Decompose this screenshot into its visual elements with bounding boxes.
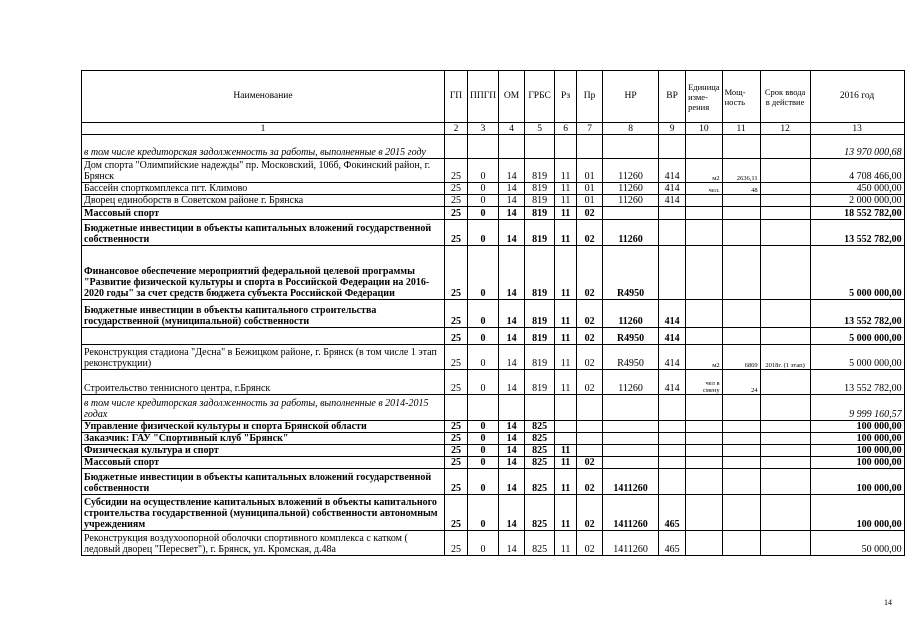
cell-rz — [555, 433, 577, 445]
cell-unit — [686, 300, 723, 328]
cell-gp: 25 — [445, 195, 468, 207]
table-row — [82, 246, 905, 300]
cell-rz — [555, 395, 577, 421]
cell-vr: 414 — [659, 300, 686, 328]
cell-ppgp: 0 — [468, 345, 499, 370]
cell-term: 2018г. (1 этап) — [760, 345, 810, 370]
header-year: 2016 год — [810, 71, 904, 123]
cell-ppgp — [468, 135, 499, 159]
cell-rz: 11 — [555, 195, 577, 207]
cell-nr: R4950 — [603, 345, 659, 370]
cell-vr: 414 — [659, 370, 686, 395]
cell-term — [760, 159, 810, 183]
cell-power: 2636,11 — [722, 159, 760, 183]
cell-name: Реконструкция воздухоопорной оболочки спортивного комплекса с катком ( ледовый дворец "Пересвет"), г. Брянск, ул. Кромская, д.48а — [82, 531, 445, 556]
cell-term — [760, 195, 810, 207]
table-row — [82, 207, 905, 220]
cell-power — [722, 457, 760, 469]
table-row — [82, 300, 905, 328]
cell-nr: 11260 — [603, 183, 659, 195]
header-ppgp: ППГП — [468, 71, 499, 123]
cell-grbs — [525, 135, 555, 159]
cell-grbs: 825 — [525, 445, 555, 457]
column-number-row — [82, 123, 905, 135]
cell-name: Бюджетные инвестиции в объекты капитального строительства государственной (муниципальной) собственности — [82, 300, 445, 328]
table-row — [82, 220, 905, 246]
cell-amount: 100 000,00 — [810, 433, 904, 445]
cell-om: 14 — [499, 457, 525, 469]
cell-term — [760, 433, 810, 445]
header-unit: Единица изме- рения — [686, 71, 723, 123]
cell-name: Строительство теннисного центра, г.Брянск — [82, 370, 445, 395]
cell-nr — [603, 445, 659, 457]
cell-power — [722, 433, 760, 445]
cell-term — [760, 183, 810, 195]
cell-rz: 11 — [555, 300, 577, 328]
cell-vr — [659, 207, 686, 220]
cell-om: 14 — [499, 531, 525, 556]
cell-amount: 9 999 160,57 — [810, 395, 904, 421]
cell-ppgp: 0 — [468, 159, 499, 183]
cell-grbs: 825 — [525, 531, 555, 556]
cell-name: в том числе кредиторская задолженность за работы, выполненные в 2014-2015 годах — [82, 395, 445, 421]
cell-gp: 25 — [445, 345, 468, 370]
cell-om: 14 — [499, 345, 525, 370]
cell-grbs: 825 — [525, 469, 555, 495]
cell-rz: 11 — [555, 183, 577, 195]
cell-power — [722, 495, 760, 531]
cell-unit — [686, 220, 723, 246]
cell-om: 14 — [499, 421, 525, 433]
cell-pr — [577, 421, 603, 433]
header-gp: ГП — [445, 71, 468, 123]
cell-nr: 11260 — [603, 370, 659, 395]
col-num: 6 — [555, 123, 577, 135]
cell-vr: 414 — [659, 159, 686, 183]
cell-vr: 414 — [659, 195, 686, 207]
header-term: Срок ввода в действие — [760, 71, 810, 123]
cell-grbs — [525, 395, 555, 421]
cell-amount: 50 000,00 — [810, 531, 904, 556]
col-num: 1 — [82, 123, 445, 135]
cell-grbs: 819 — [525, 159, 555, 183]
cell-gp: 25 — [445, 328, 468, 345]
cell-gp: 25 — [445, 370, 468, 395]
cell-rz: 11 — [555, 495, 577, 531]
cell-power — [722, 300, 760, 328]
cell-vr: 414 — [659, 183, 686, 195]
cell-nr — [603, 421, 659, 433]
cell-om: 14 — [499, 370, 525, 395]
cell-gp: 25 — [445, 433, 468, 445]
table-row — [82, 345, 905, 370]
cell-vr: 414 — [659, 328, 686, 345]
cell-grbs: 819 — [525, 246, 555, 300]
cell-nr: 11260 — [603, 220, 659, 246]
cell-unit — [686, 195, 723, 207]
cell-name: Массовый спорт — [82, 457, 445, 469]
col-num: 13 — [810, 123, 904, 135]
cell-rz: 11 — [555, 370, 577, 395]
cell-name — [82, 328, 445, 345]
cell-unit: чел в смену — [686, 370, 723, 395]
col-num: 7 — [577, 123, 603, 135]
cell-rz: 11 — [555, 159, 577, 183]
cell-gp: 25 — [445, 531, 468, 556]
cell-vr: 465 — [659, 495, 686, 531]
cell-amount: 100 000,00 — [810, 421, 904, 433]
cell-nr — [603, 135, 659, 159]
cell-term — [760, 220, 810, 246]
cell-pr — [577, 135, 603, 159]
cell-vr — [659, 135, 686, 159]
cell-name: Реконструкция стадиона "Десна" в Бежицком районе, г. Брянск (в том числе 1 этап реконструкции) — [82, 345, 445, 370]
cell-vr — [659, 457, 686, 469]
cell-vr — [659, 433, 686, 445]
cell-pr — [577, 433, 603, 445]
cell-pr: 02 — [577, 495, 603, 531]
cell-vr — [659, 246, 686, 300]
cell-rz: 11 — [555, 246, 577, 300]
cell-term — [760, 300, 810, 328]
col-num: 2 — [445, 123, 468, 135]
cell-term — [760, 246, 810, 300]
cell-grbs: 819 — [525, 300, 555, 328]
cell-name: Финансовое обеспечение мероприятий федеральной целевой программы "Развитие физической культуры и спорта в Российской Федерации на 2016-2020 годы" за счет средств бюджета субъекта Российской Федерации — [82, 246, 445, 300]
cell-unit — [686, 246, 723, 300]
cell-name: Физическая культура и спорт — [82, 445, 445, 457]
cell-pr: 02 — [577, 370, 603, 395]
cell-gp: 25 — [445, 495, 468, 531]
cell-nr — [603, 395, 659, 421]
cell-gp: 25 — [445, 421, 468, 433]
cell-grbs: 819 — [525, 183, 555, 195]
cell-pr: 01 — [577, 195, 603, 207]
cell-pr: 02 — [577, 328, 603, 345]
cell-gp: 25 — [445, 246, 468, 300]
cell-gp: 25 — [445, 457, 468, 469]
cell-ppgp: 0 — [468, 300, 499, 328]
cell-ppgp: 0 — [468, 445, 499, 457]
cell-unit — [686, 207, 723, 220]
cell-grbs: 819 — [525, 207, 555, 220]
table-row — [82, 195, 905, 207]
cell-grbs: 819 — [525, 220, 555, 246]
cell-unit: м2 — [686, 159, 723, 183]
cell-om: 14 — [499, 495, 525, 531]
cell-ppgp: 0 — [468, 370, 499, 395]
cell-unit — [686, 469, 723, 495]
cell-om: 14 — [499, 445, 525, 457]
cell-nr: 1411260 — [603, 531, 659, 556]
page-number: 14 — [884, 598, 892, 607]
cell-name: Массовый спорт — [82, 207, 445, 220]
header-om: ОМ — [499, 71, 525, 123]
cell-term — [760, 328, 810, 345]
cell-rz: 11 — [555, 457, 577, 469]
cell-nr: 11260 — [603, 300, 659, 328]
cell-gp: 25 — [445, 445, 468, 457]
col-num: 10 — [686, 123, 723, 135]
cell-power — [722, 220, 760, 246]
cell-amount: 100 000,00 — [810, 445, 904, 457]
cell-rz: 11 — [555, 220, 577, 246]
col-num: 4 — [499, 123, 525, 135]
cell-unit — [686, 421, 723, 433]
table-row — [82, 370, 905, 395]
cell-pr: 02 — [577, 457, 603, 469]
cell-term — [760, 469, 810, 495]
cell-grbs: 825 — [525, 421, 555, 433]
cell-grbs: 819 — [525, 195, 555, 207]
table-row — [82, 469, 905, 495]
cell-vr — [659, 421, 686, 433]
cell-pr: 02 — [577, 345, 603, 370]
cell-term — [760, 370, 810, 395]
cell-unit — [686, 328, 723, 345]
cell-pr: 02 — [577, 220, 603, 246]
cell-om: 14 — [499, 195, 525, 207]
cell-ppgp: 0 — [468, 195, 499, 207]
cell-name: Бюджетные инвестиции в объекты капитальных вложений государственной собственности — [82, 469, 445, 495]
header-name: Наименование — [82, 71, 445, 123]
cell-rz: 11 — [555, 345, 577, 370]
table-row — [82, 531, 905, 556]
cell-amount: 13 970 000,68 — [810, 135, 904, 159]
table-row — [82, 433, 905, 445]
cell-nr: 11260 — [603, 195, 659, 207]
cell-name: Субсидии на осуществление капитальных вложений в объекты капитального строительства государственной (муниципальной) собственности автономным учреждениям — [82, 495, 445, 531]
cell-pr: 02 — [577, 246, 603, 300]
table-row — [82, 421, 905, 433]
cell-unit — [686, 433, 723, 445]
cell-nr: R4950 — [603, 328, 659, 345]
cell-power — [722, 395, 760, 421]
cell-power — [722, 469, 760, 495]
cell-rz — [555, 135, 577, 159]
cell-vr — [659, 220, 686, 246]
cell-power — [722, 328, 760, 345]
cell-name: Дворец единоборств в Советском районе г. Брянска — [82, 195, 445, 207]
cell-pr: 02 — [577, 207, 603, 220]
cell-pr — [577, 395, 603, 421]
cell-gp: 25 — [445, 220, 468, 246]
table-row — [82, 328, 905, 345]
cell-gp: 25 — [445, 469, 468, 495]
cell-vr: 465 — [659, 531, 686, 556]
cell-rz: 11 — [555, 469, 577, 495]
cell-nr — [603, 433, 659, 445]
cell-power — [722, 135, 760, 159]
cell-ppgp — [468, 395, 499, 421]
cell-amount: 13 552 782,00 — [810, 370, 904, 395]
cell-ppgp: 0 — [468, 220, 499, 246]
cell-gp: 25 — [445, 207, 468, 220]
cell-grbs: 825 — [525, 457, 555, 469]
cell-pr: 02 — [577, 300, 603, 328]
table-row — [82, 495, 905, 531]
cell-amount: 2 000 000,00 — [810, 195, 904, 207]
header-row — [82, 71, 905, 123]
cell-unit: м2 — [686, 345, 723, 370]
header-grbs: ГРБС — [525, 71, 555, 123]
cell-power — [722, 445, 760, 457]
cell-ppgp: 0 — [468, 246, 499, 300]
cell-name: Бюджетные инвестиции в объекты капитальных вложений государственной собственности — [82, 220, 445, 246]
cell-name: в том числе кредиторская задолженность за работы, выполненные в 2015 году — [82, 135, 445, 159]
cell-unit — [686, 495, 723, 531]
cell-amount: 5 000 000,00 — [810, 345, 904, 370]
cell-grbs: 825 — [525, 433, 555, 445]
cell-unit — [686, 457, 723, 469]
cell-unit: чел. — [686, 183, 723, 195]
cell-amount: 450 000,00 — [810, 183, 904, 195]
cell-power — [722, 421, 760, 433]
cell-ppgp: 0 — [468, 207, 499, 220]
cell-amount: 100 000,00 — [810, 469, 904, 495]
cell-pr: 01 — [577, 183, 603, 195]
cell-amount: 100 000,00 — [810, 495, 904, 531]
cell-grbs: 819 — [525, 328, 555, 345]
cell-nr: 1411260 — [603, 469, 659, 495]
cell-ppgp: 0 — [468, 469, 499, 495]
cell-om: 14 — [499, 433, 525, 445]
cell-power: 24 — [722, 370, 760, 395]
cell-om — [499, 395, 525, 421]
cell-ppgp: 0 — [468, 421, 499, 433]
cell-gp — [445, 135, 468, 159]
cell-amount: 13 552 782,00 — [810, 220, 904, 246]
cell-term — [760, 495, 810, 531]
cell-power — [722, 531, 760, 556]
cell-pr: 02 — [577, 531, 603, 556]
cell-grbs: 819 — [525, 370, 555, 395]
table-row — [82, 183, 905, 195]
cell-om: 14 — [499, 469, 525, 495]
col-num: 5 — [525, 123, 555, 135]
cell-nr: 11260 — [603, 159, 659, 183]
cell-amount: 4 708 466,00 — [810, 159, 904, 183]
cell-amount: 100 000,00 — [810, 457, 904, 469]
col-num: 12 — [760, 123, 810, 135]
cell-om: 14 — [499, 220, 525, 246]
cell-om — [499, 135, 525, 159]
header-vr: ВР — [659, 71, 686, 123]
cell-unit — [686, 445, 723, 457]
cell-grbs: 819 — [525, 345, 555, 370]
table-row — [82, 135, 905, 159]
cell-gp — [445, 395, 468, 421]
cell-rz: 11 — [555, 328, 577, 345]
col-num: 8 — [603, 123, 659, 135]
cell-nr — [603, 207, 659, 220]
cell-nr: R4950 — [603, 246, 659, 300]
cell-om: 14 — [499, 300, 525, 328]
cell-term — [760, 135, 810, 159]
cell-vr — [659, 395, 686, 421]
cell-rz: 11 — [555, 207, 577, 220]
table-row — [82, 395, 905, 421]
cell-ppgp: 0 — [468, 495, 499, 531]
col-num: 11 — [722, 123, 760, 135]
cell-ppgp: 0 — [468, 433, 499, 445]
cell-vr: 414 — [659, 345, 686, 370]
cell-ppgp: 0 — [468, 183, 499, 195]
cell-nr — [603, 457, 659, 469]
cell-gp: 25 — [445, 159, 468, 183]
cell-term — [760, 421, 810, 433]
cell-term — [760, 207, 810, 220]
header-pr: Пр — [577, 71, 603, 123]
cell-term — [760, 531, 810, 556]
cell-name: Заказчик: ГАУ "Спортивный клуб "Брянск" — [82, 433, 445, 445]
cell-vr — [659, 445, 686, 457]
header-nr: НР — [603, 71, 659, 123]
cell-rz — [555, 421, 577, 433]
cell-rz: 11 — [555, 531, 577, 556]
cell-om: 14 — [499, 328, 525, 345]
cell-term — [760, 395, 810, 421]
cell-name: Дом спорта "Олимпийские надежды" пр. Московский, 106б, Фокинский район, г. Брянск — [82, 159, 445, 183]
header-power: Мощ- ность — [722, 71, 760, 123]
cell-unit — [686, 135, 723, 159]
cell-amount: 13 552 782,00 — [810, 300, 904, 328]
budget-table — [81, 70, 905, 556]
header-rz: Рз — [555, 71, 577, 123]
table-row — [82, 159, 905, 183]
cell-pr — [577, 445, 603, 457]
cell-nr: 1411260 — [603, 495, 659, 531]
cell-amount: 18 552 782,00 — [810, 207, 904, 220]
cell-ppgp: 0 — [468, 328, 499, 345]
cell-amount: 5 000 000,00 — [810, 328, 904, 345]
cell-om: 14 — [499, 183, 525, 195]
cell-pr: 01 — [577, 159, 603, 183]
cell-power — [722, 246, 760, 300]
col-num: 9 — [659, 123, 686, 135]
cell-gp: 25 — [445, 183, 468, 195]
cell-rz: 11 — [555, 445, 577, 457]
cell-power: 48 — [722, 183, 760, 195]
col-num: 3 — [468, 123, 499, 135]
cell-om: 14 — [499, 246, 525, 300]
cell-amount: 5 000 000,00 — [810, 246, 904, 300]
cell-name: Бассейн спорткомплекса пгт. Климово — [82, 183, 445, 195]
table-row — [82, 457, 905, 469]
cell-ppgp: 0 — [468, 457, 499, 469]
cell-ppgp: 0 — [468, 531, 499, 556]
table-row — [82, 445, 905, 457]
cell-gp: 25 — [445, 300, 468, 328]
cell-name: Управление физической культуры и спорта Брянской области — [82, 421, 445, 433]
cell-grbs: 825 — [525, 495, 555, 531]
cell-vr — [659, 469, 686, 495]
cell-power: 6869 — [722, 345, 760, 370]
cell-power — [722, 195, 760, 207]
cell-om: 14 — [499, 207, 525, 220]
cell-pr: 02 — [577, 469, 603, 495]
cell-power — [722, 207, 760, 220]
cell-om: 14 — [499, 159, 525, 183]
cell-unit — [686, 531, 723, 556]
cell-unit — [686, 395, 723, 421]
cell-term — [760, 445, 810, 457]
cell-term — [760, 457, 810, 469]
